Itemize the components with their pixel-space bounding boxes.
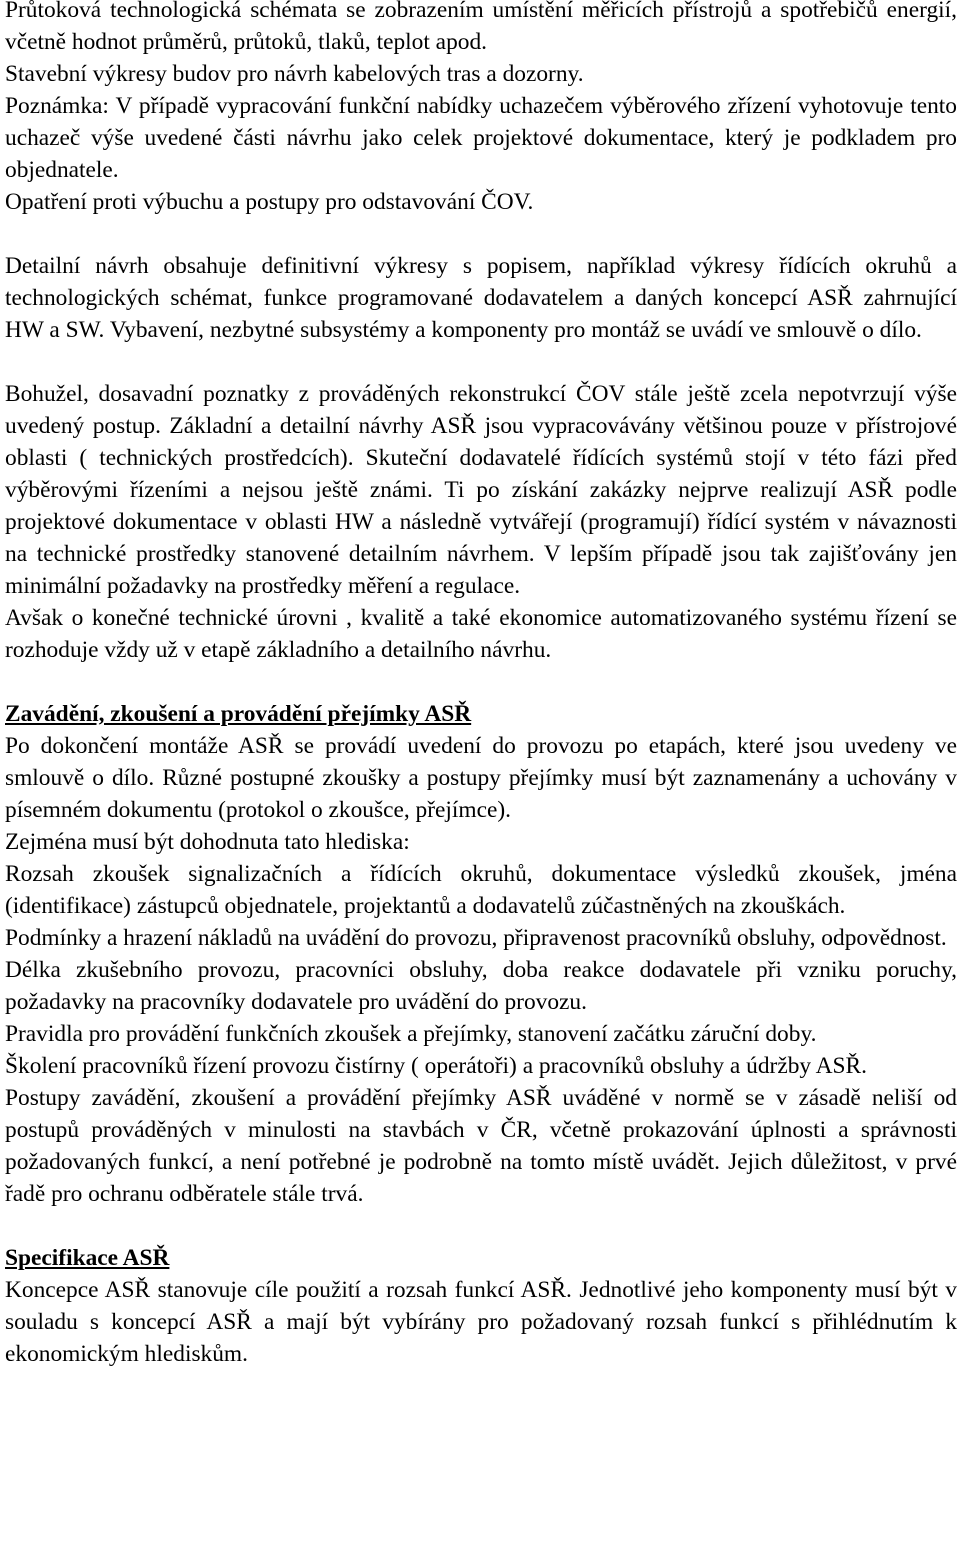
spacer	[5, 666, 957, 698]
paragraph-procedures: Postupy zavádění, zkoušení a provádění přejímky ASŘ uváděné v normě se v zásadě neliší od postupů prováděných v minulosti na stavbách v ČR, včetně prokazování úplnosti a správnosti požadovaných funkcí, a není potřebné je podrobně na tomto místě uvádět. Jejich důležitost, v prvé řadě pro ochranu odběratele stále trvá.	[5, 1085, 957, 1207]
paragraph-after-installation: Po dokončení montáže ASŘ se provádí uvedení do provozu po etapách, které jsou uvedeny ve smlouvě o dílo. Různé postupné zkoušky a postupy přejímky musí být zaznamenány a uchovány v písemném dokumentu (protokol o zkoušce, přejímce).	[5, 733, 957, 823]
paragraph-however: Avšak o konečné technické úrovni , kvalitě a také ekonomice automatizovaného systému řízení se rozhoduje vždy už v etapě základního a detailního návrhu.	[5, 605, 957, 663]
spacer	[5, 218, 957, 250]
paragraph-explosion-measures: Opatření proti výbuchu a postupy pro odstavování ČOV.	[5, 189, 534, 215]
heading-commissioning: Zavádění, zkoušení a provádění přejímky ASŘ	[5, 701, 472, 727]
paragraph-conditions: Podmínky a hrazení nákladů na uvádění do provozu, připravenost pracovníků obsluhy, odpovědnost.	[5, 925, 947, 951]
paragraph-trial-operation: Délka zkušebního provozu, pracovníci obsluhy, doba reakce dodavatele při vzniku poruchy, požadavky na pracovníky dodavatele pro uvádění do provozu.	[5, 957, 957, 1015]
paragraph-unfortunately: Bohužel, dosavadní poznatky z prováděných rekonstrukcí ČOV stále ještě zcela nepotvrzují výše uvedený postup. Základní a detailní návrhy ASŘ jsou vypracovávány většinou pouze v přístrojové oblasti ( technických prostředcích). Skuteční dodavatelé řídících systémů stojí v této fázi před výběrovými řízeními a nejsou ještě známi. Ti po získání zakázky nejprve realizují ASŘ podle projektové dokumentace v oblasti HW a následně vytvářejí (programují) řídící systém v návaznosti na technické prostředky stanovené detailním návrhem. V lepším případě jsou tak zajišťovány jen minimální požadavky na prostředky měření a regulace.	[5, 381, 957, 599]
paragraph-note: Poznámka: V případě vypracování funkční nabídky uchazečem výběrového zřízení vyhotovuje tento uchazeč výše uvedené části návrhu jako celek projektové dokumentace, který je podkladem pro objednatele.	[5, 93, 957, 183]
paragraph-building-drawings: Stavební výkresy budov pro návrh kabelových tras a dozorny.	[5, 61, 584, 87]
heading-specification: Specifikace ASŘ	[5, 1245, 170, 1271]
paragraph-training: Školení pracovníků řízení provozu čistírny ( operátoři) a pracovníků obsluhy a údržby ASŘ.	[5, 1053, 868, 1079]
paragraph-detailed-design: Detailní návrh obsahuje definitivní výkresy s popisem, například výkresy řídících okruhů a technologických schémat, funkce programované dodavatelem a daných koncepcí ASŘ zahrnující HW a SW. Vybavení, nezbytné subsystémy a komponenty pro montáž se uvádí ve smlouvě o dílo.	[5, 253, 957, 343]
spacer	[5, 346, 957, 378]
paragraph-concept: Koncepce ASŘ stanovuje cíle použití a rozsah funkcí ASŘ. Jednotlivé jeho komponenty musí být v souladu s koncepcí ASŘ a mají být vybírány pro požadovaný rozsah funkcí s přihlédnutím k ekonomickým hlediskům.	[5, 1277, 957, 1367]
paragraph-flow-diagrams: Průtoková technologická schémata se zobrazením umístění měřicích přístrojů a spotřebičů energií, včetně hodnot průměrů, průtoků, tlaků, teplot apod.	[5, 0, 957, 55]
paragraph-rules: Pravidla pro provádění funkčních zkoušek a přejímky, stanovení začátku záruční doby.	[5, 1021, 817, 1047]
paragraph-test-scope: Rozsah zkoušek signalizačních a řídících okruhů, dokumentace výsledků zkoušek, jména (identifikace) zástupců objednatele, projektantů a dodavatelů zúčastněných na zkouškách.	[5, 861, 957, 919]
spacer	[5, 1210, 957, 1242]
paragraph-aspects-intro: Zejména musí být dohodnuta tato hlediska:	[5, 829, 410, 855]
